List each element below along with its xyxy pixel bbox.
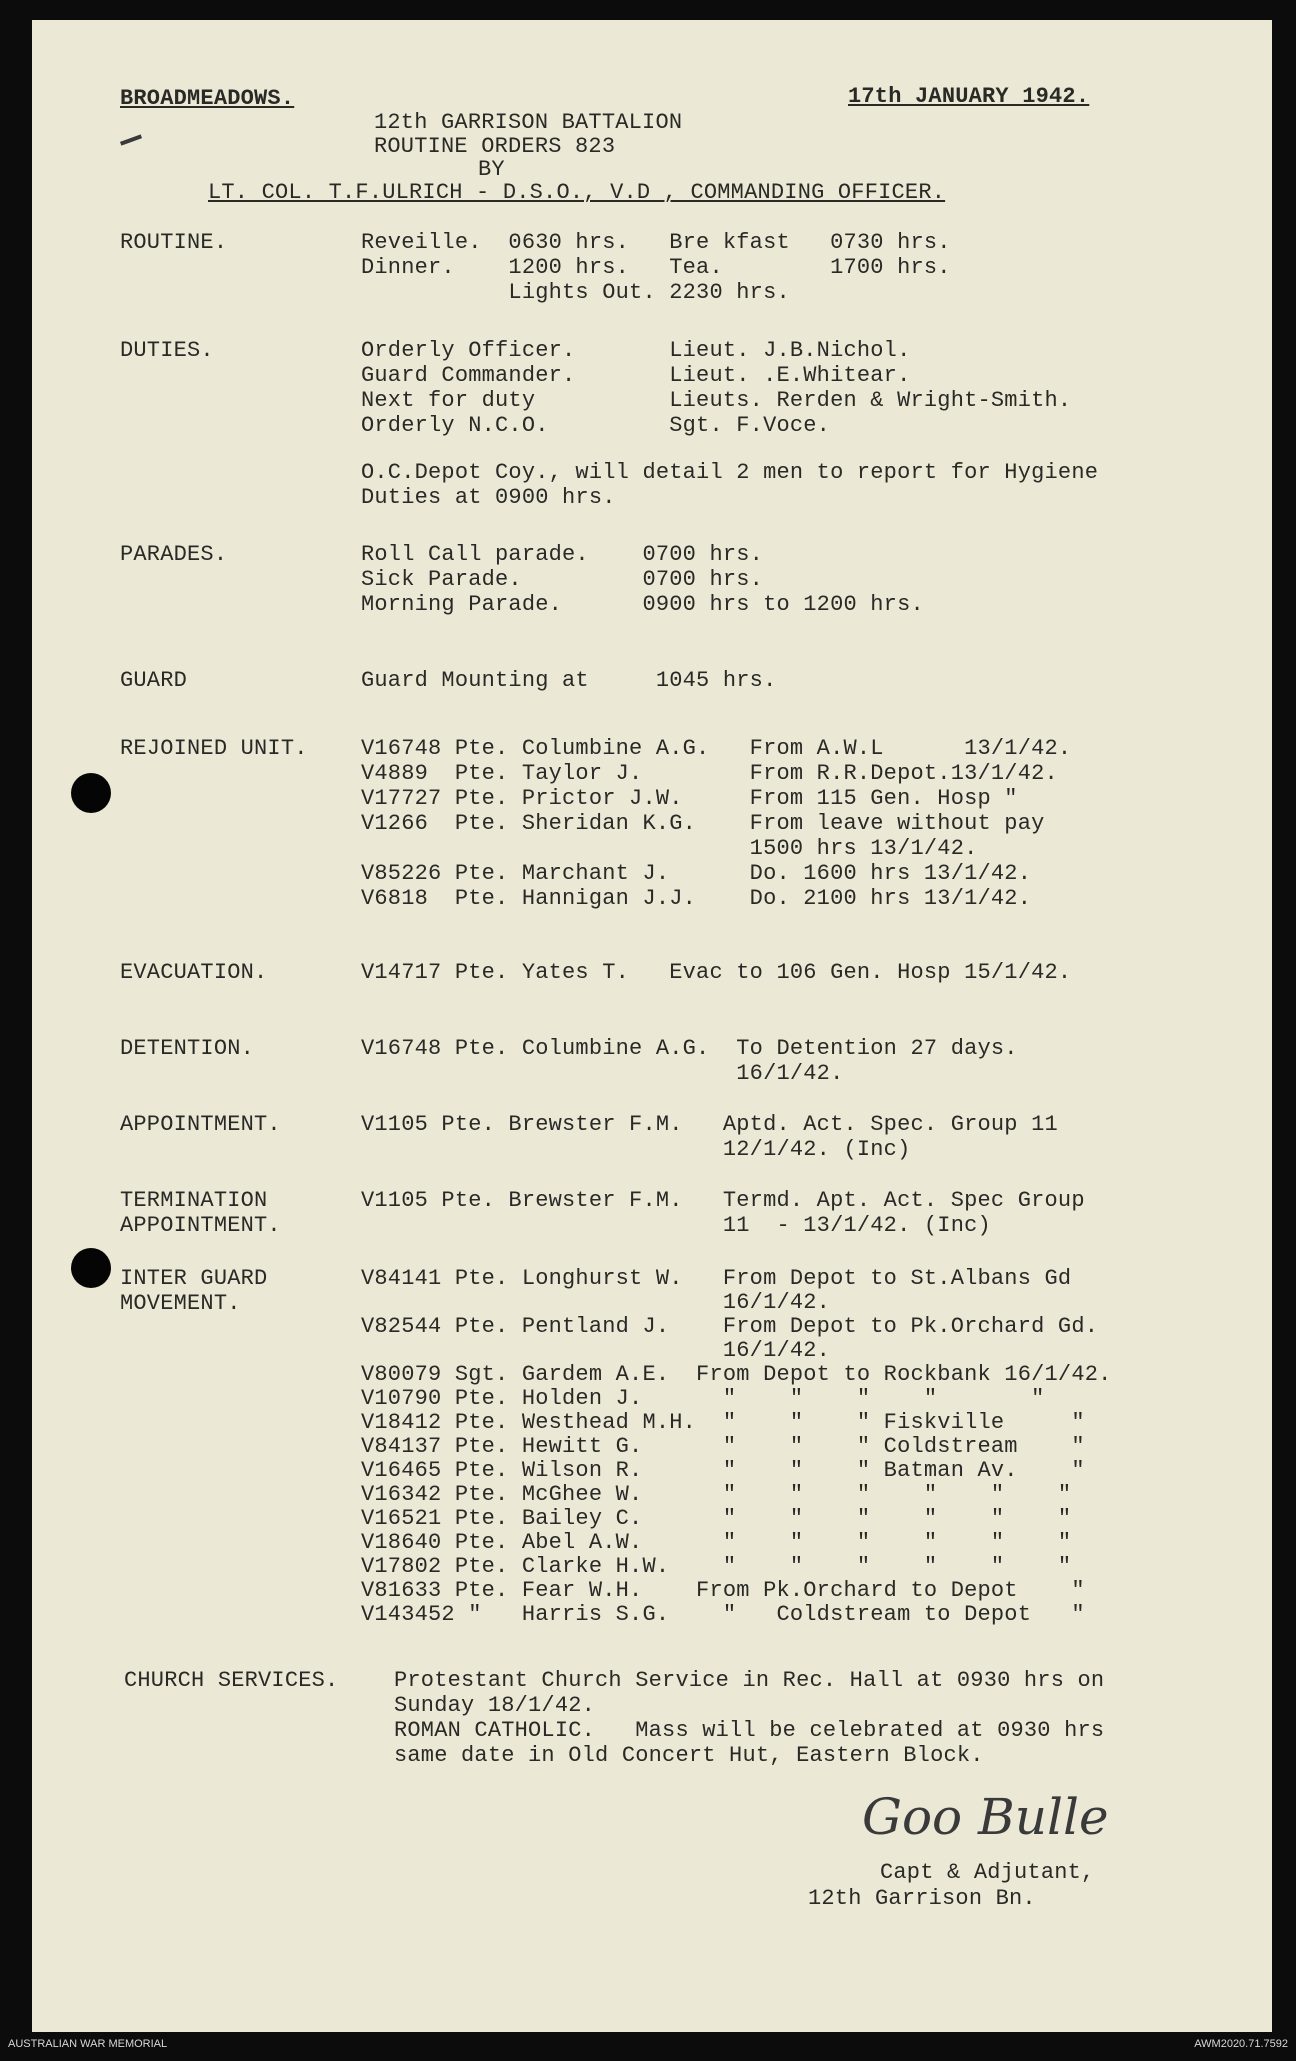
- routine-line: Reveille. 0630 hrs. Bre kfast 0730 hrs.: [361, 230, 951, 255]
- detention-line: V16748 Pte. Columbine A.G. To Detention 27 days.: [361, 1036, 1018, 1061]
- church-line: Protestant Church Service in Rec. Hall at 0930 hrs on: [394, 1668, 1105, 1693]
- duties-line: Next for duty Lieuts. Rerden & Wright-Smith.: [361, 388, 1072, 413]
- signature-image: Goo Bulle: [862, 1788, 1109, 1846]
- evacuation-line: V14717 Pte. Yates T. Evac to 106 Gen. Hosp 15/1/42.: [361, 960, 1072, 985]
- guard-line: Guard Mounting at 1045 hrs.: [361, 668, 777, 693]
- church-line: ROMAN CATHOLIC. Mass will be celebrated at 0930 hrs: [394, 1718, 1105, 1743]
- footer-source: AUSTRALIAN WAR MEMORIAL: [8, 2038, 168, 2050]
- detention-line: 16/1/42.: [361, 1061, 844, 1086]
- church-line: same date in Old Concert Hut, Eastern Block.: [394, 1743, 984, 1768]
- parades-line: Morning Parade. 0900 hrs to 1200 hrs.: [361, 592, 924, 617]
- footer-accession: AWM2020.71.7592: [1194, 2038, 1288, 2050]
- parades-line: Sick Parade. 0700 hrs.: [361, 567, 764, 592]
- routine-line: Lights Out. 2230 hrs.: [361, 280, 790, 305]
- movement-line: V84137 Pte. Hewitt G. " " " Coldstream ": [361, 1434, 1085, 1459]
- movement-line: V16521 Pte. Bailey C. " " " " " ": [361, 1506, 1072, 1531]
- routine-line: Dinner. 1200 hrs. Tea. 1700 hrs.: [361, 255, 951, 280]
- rejoined-line: 1500 hrs 13/1/42.: [361, 836, 978, 861]
- movement-line: V18412 Pte. Westhead M.H. " " " Fiskville ": [361, 1410, 1085, 1435]
- signoff-line: Capt & Adjutant,: [880, 1860, 1095, 1885]
- rejoined-line: V16748 Pte. Columbine A.G. From A.W.L 13/1/42.: [361, 736, 1072, 761]
- duties-line: Orderly Officer. Lieut. J.B.Nichol.: [361, 338, 911, 363]
- termination-line: 11 - 13/1/42. (Inc): [361, 1213, 991, 1238]
- appointment-label: APPOINTMENT.: [120, 1112, 281, 1137]
- parades-label: PARADES.: [120, 542, 228, 567]
- routine-label: ROUTINE.: [120, 230, 228, 255]
- unit-title: 12th GARRISON BATTALION: [374, 110, 683, 135]
- punch-hole: [71, 1248, 111, 1288]
- date-heading: 17th JANUARY 1942.: [848, 84, 1090, 109]
- church-line: Sunday 18/1/42.: [394, 1693, 596, 1718]
- parades-line: Roll Call parade. 0700 hrs.: [361, 542, 764, 567]
- orders-title: ROUTINE ORDERS 823: [374, 134, 616, 159]
- movement-line: V143452 " Harris S.G. " Coldstream to Depot ": [361, 1602, 1085, 1627]
- signoff-line: 12th Garrison Bn.: [808, 1886, 1036, 1911]
- duties-label: DUTIES.: [120, 338, 214, 363]
- duties-line: Orderly N.C.O. Sgt. F.Voce.: [361, 413, 831, 438]
- rejoined-line: V6818 Pte. Hannigan J.J. Do. 2100 hrs 13/1/42.: [361, 886, 1032, 911]
- rejoined-line: V1266 Pte. Sheridan K.G. From leave without pay: [361, 811, 1045, 836]
- movement-line: V18640 Pte. Abel A.W. " " " " " ": [361, 1530, 1072, 1555]
- document-page: [32, 20, 1272, 2032]
- place-heading: BROADMEADOWS.: [120, 86, 295, 111]
- guard-label: GUARD: [120, 668, 188, 693]
- movement-line: V10790 Pte. Holden J. " " " " ": [361, 1386, 1045, 1411]
- commander-line: LT. COL. T.F.ULRICH - D.S.O., V.D , COMMANDING OFFICER.: [208, 180, 946, 205]
- movement-label: INTER GUARD: [120, 1266, 268, 1291]
- movement-line: V17802 Pte. Clarke H.W. " " " " " ": [361, 1554, 1072, 1579]
- termination-label: APPOINTMENT.: [120, 1213, 281, 1238]
- movement-line: 16/1/42.: [361, 1338, 831, 1363]
- movement-line: 16/1/42.: [361, 1290, 831, 1315]
- rejoined-line: V85226 Pte. Marchant J. Do. 1600 hrs 13/1/42.: [361, 861, 1032, 886]
- duties-note: O.C.Depot Coy., will detail 2 men to report for Hygiene: [361, 460, 1099, 485]
- appointment-line: V1105 Pte. Brewster F.M. Aptd. Act. Spec. Group 11: [361, 1112, 1058, 1137]
- rejoined-line: V4889 Pte. Taylor J. From R.R.Depot.13/1/42.: [361, 761, 1058, 786]
- ink-mark: [120, 134, 142, 145]
- termination-label: TERMINATION: [120, 1188, 268, 1213]
- movement-line: V16342 Pte. McGhee W. " " " " " ": [361, 1482, 1072, 1507]
- movement-line: V16465 Pte. Wilson R. " " " Batman Av. ": [361, 1458, 1085, 1483]
- movement-label: MOVEMENT.: [120, 1291, 241, 1316]
- by-line: BY: [478, 157, 505, 182]
- termination-line: V1105 Pte. Brewster F.M. Termd. Apt. Act. Spec Group: [361, 1188, 1085, 1213]
- duties-line: Guard Commander. Lieut. .E.Whitear.: [361, 363, 911, 388]
- appointment-line: 12/1/42. (Inc): [361, 1137, 911, 1162]
- movement-line: V80079 Sgt. Gardem A.E. From Depot to Rockbank 16/1/42.: [361, 1362, 1112, 1387]
- duties-note: Duties at 0900 hrs.: [361, 485, 616, 510]
- detention-label: DETENTION.: [120, 1036, 255, 1061]
- punch-hole: [71, 773, 111, 813]
- movement-line: V82544 Pte. Pentland J. From Depot to Pk.Orchard Gd.: [361, 1314, 1099, 1339]
- movement-line: V84141 Pte. Longhurst W. From Depot to St.Albans Gd: [361, 1266, 1072, 1291]
- church-label: CHURCH SERVICES.: [124, 1668, 339, 1693]
- rejoined-label: REJOINED UNIT.: [120, 736, 308, 761]
- rejoined-line: V17727 Pte. Prictor J.W. From 115 Gen. Hosp ": [361, 786, 1018, 811]
- movement-line: V81633 Pte. Fear W.H. From Pk.Orchard to Depot ": [361, 1578, 1085, 1603]
- evacuation-label: EVACUATION.: [120, 960, 268, 985]
